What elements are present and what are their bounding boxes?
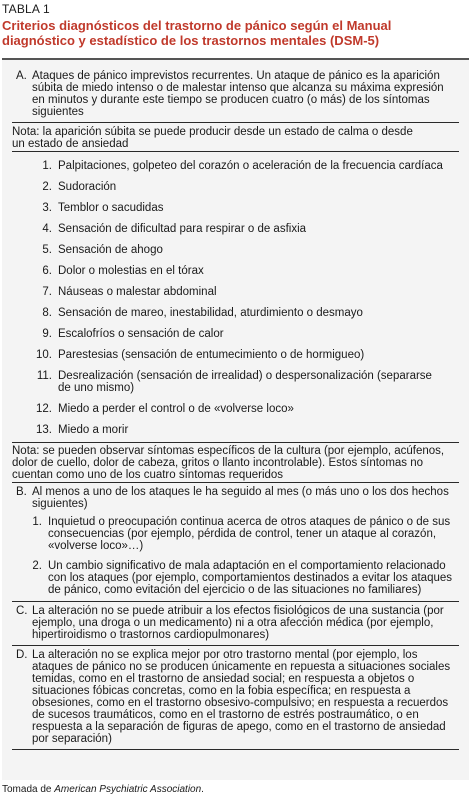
section-divider xyxy=(12,645,459,646)
section-b-text: Al menos a uno de los ataques le ha seguido al mes (o más uno o los dos hechos xyxy=(32,486,449,498)
symptom-number: 7. xyxy=(42,286,52,298)
symptom-text: Desrealización (sensación de irrealidad) o despersonalización (separarse xyxy=(58,370,432,382)
section-letter-a: A. xyxy=(16,70,27,82)
section-c-text: hipertiroidismo o trastornos cardiopulmonares) xyxy=(32,629,270,641)
symptom-text: Escalofríos o sensación de calor xyxy=(58,328,224,340)
symptom-number: 12. xyxy=(36,403,52,415)
symptom-number: 10. xyxy=(36,349,52,361)
section-d-text: respuesta a la separación de figuras de apego, como en el trastorno de ansiedad xyxy=(32,721,446,733)
symptom-text: Sensación de mareo, inestabilidad, aturdimiento o desmayo xyxy=(58,307,363,319)
section-c-text: ejemplo, una droga o un medicamento) ni a otra afección médica (por ejemplo, xyxy=(32,617,434,629)
section-d-text: ataques de pánico no se producen únicamente en repuesta a situaciones sociales xyxy=(32,661,451,673)
section-letter-b: B. xyxy=(16,486,27,498)
section-d-text: La alteración no se explica mejor por otro trastorno mental (por ejemplo, los xyxy=(32,649,418,661)
note-text: dolor de cuello, dolor de cabeza, gritos o llanto incontrolable). Estos síntomas no xyxy=(12,457,424,469)
section-b-text: siguientes) xyxy=(32,498,88,510)
section-a-text: súbita de miedo intenso o de malestar intenso que alcanza su máxima expresión xyxy=(32,82,444,94)
table-footer xyxy=(2,784,204,795)
section-b-item-text: con los ataques (por ejemplo, comportamientos destinados a evitar los ataques xyxy=(48,572,453,584)
symptom-number: 9. xyxy=(42,328,52,340)
symptom-number: 2. xyxy=(42,181,52,193)
symptom-text: Temblor o sacudidas xyxy=(58,202,164,214)
title-line: Criterios diagnósticos del trastorno de pánico según el Manual xyxy=(2,18,392,33)
symptom-text: Sensación de dificultad para respirar o de asfixia xyxy=(58,223,307,235)
section-a-text: Ataques de pánico imprevistos recurrentes. Un ataque de pánico es la aparición xyxy=(32,70,440,82)
section-d-text: de sucesos traumáticos, como en el trastorno de estrés postraumático, o en xyxy=(32,709,419,721)
section-divider xyxy=(12,482,459,483)
symptom-text: Sudoración xyxy=(58,181,117,193)
section-a-text: en minutos y durante este tiempo se producen cuatro (o más) de los síntomas xyxy=(32,94,430,106)
symptom-number: 13. xyxy=(36,424,52,436)
symptom-number: 1. xyxy=(42,160,52,172)
section-b-item-number: 2. xyxy=(32,560,42,572)
title-line: diagnóstico y estadístico de los trastornos mentales (DSM-5) xyxy=(2,33,380,48)
table-title xyxy=(2,18,464,48)
section-divider xyxy=(12,749,459,750)
section-b-item-text: Un cambio significativo de mala adaptación en el comportamiento relacionado xyxy=(48,560,446,572)
note-text: Nota: la aparición súbita se puede producir desde un estado de calma o desde xyxy=(12,126,413,138)
section-b-item-text: Inquietud o preocupación continua acerca de otros ataques de pánico o de sus xyxy=(48,516,451,528)
section-d-text: por separación) xyxy=(32,733,112,745)
section-c-text: La alteración no se puede atribuir a los efectos fisiológicos de una sustancia (por xyxy=(32,605,444,617)
symptom-text: Náuseas o malestar abdominal xyxy=(58,286,217,298)
symptom-text: de uno mismo) xyxy=(58,382,135,394)
section-divider xyxy=(12,601,459,602)
section-letter-c: C. xyxy=(16,605,28,617)
footer-prefix: Tomada de xyxy=(2,784,55,795)
footer-source: American Psychiatric Association xyxy=(54,784,202,795)
note-text: un estado de ansiedad xyxy=(12,138,129,150)
section-b-item-text: consecuencias (por ejemplo, pérdida de control, tener un ataque al corazón, xyxy=(48,528,437,540)
section-divider xyxy=(12,151,459,152)
symptom-text: Dolor o molestias en el tórax xyxy=(58,265,204,277)
footer-suffix: . xyxy=(201,784,204,795)
section-b-item-number: 1. xyxy=(32,516,42,528)
symptom-number: 8. xyxy=(42,307,52,319)
note-text: cuentan como uno de los cuatro síntomas requeridos xyxy=(12,469,284,481)
symptom-text: Palpitaciones, golpeteo del corazón o aceleración de la frecuencia cardíaca xyxy=(58,160,443,172)
symptom-text: Sensación de ahogo xyxy=(58,244,163,256)
criteria-panel xyxy=(2,58,469,780)
symptom-text: Miedo a perder el control o de «volverse loco» xyxy=(58,403,294,415)
section-d-text: temidas, como en el trastorno de ansiedad social; en respuesta a objetos o xyxy=(32,673,415,685)
symptom-number: 5. xyxy=(42,244,52,256)
section-d-text: situaciones fóbicas concretas, como en la fobia específica; en respuesta a xyxy=(32,685,411,697)
symptom-number: 3. xyxy=(42,202,52,214)
section-b-item-text: de pánico, como evitación del ejercicio o de las situaciones no familiares) xyxy=(48,584,422,596)
section-letter-d: D. xyxy=(16,649,28,661)
section-a-text: siguientes xyxy=(32,106,84,118)
symptom-number: 4. xyxy=(42,223,52,235)
symptom-text: Parestesias (sensación de entumecimiento o de hormigueo) xyxy=(58,349,365,361)
section-b-item-text: «volverse loco»…) xyxy=(48,540,144,552)
symptom-text: Miedo a morir xyxy=(58,424,129,436)
section-d-text: obsesiones, como en el trastorno obsesivo-compulsivo; en respuesta a recuerdos xyxy=(32,697,449,709)
section-divider xyxy=(12,442,459,443)
section-divider xyxy=(12,122,459,123)
symptom-number: 6. xyxy=(42,265,52,277)
note-text: Nota: se pueden observar síntomas específicos de la cultura (por ejemplo, acúfenos, xyxy=(12,445,445,457)
symptom-number: 11. xyxy=(36,370,52,382)
table-label: TABLA 1 xyxy=(2,2,50,16)
